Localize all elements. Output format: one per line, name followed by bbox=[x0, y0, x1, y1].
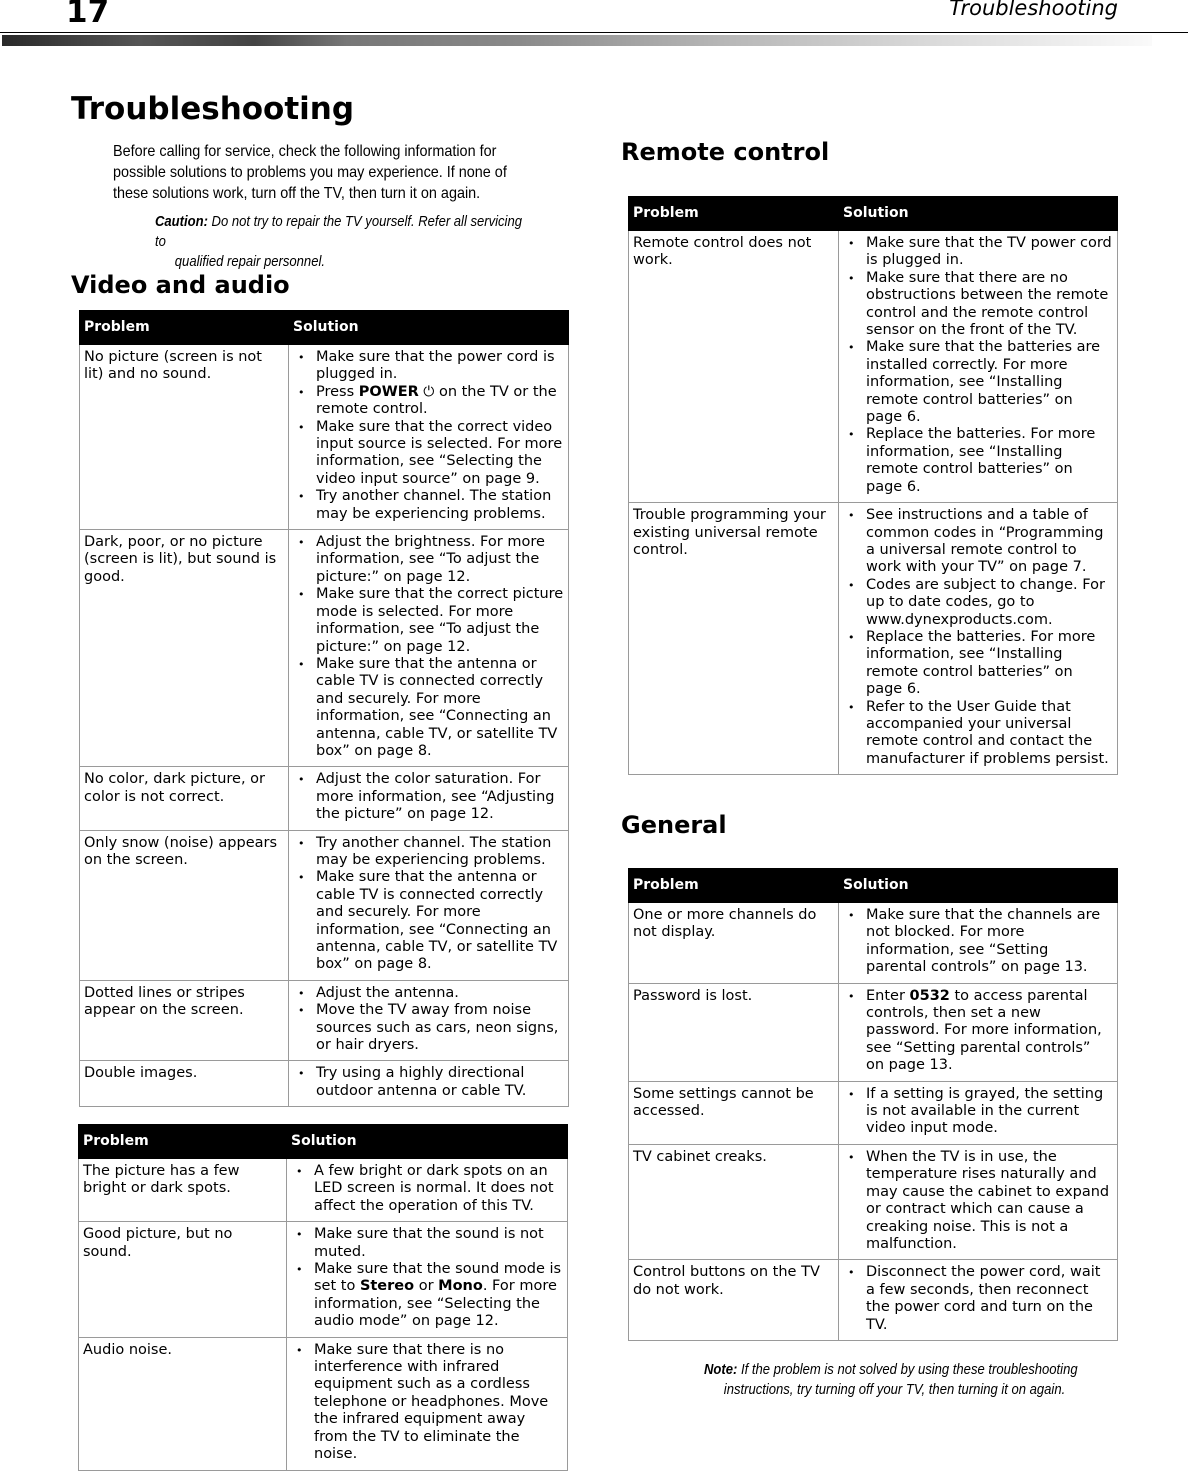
solution-item: • Try another channel. The station may be experiencing problems. bbox=[297, 835, 564, 870]
text-run: Enter bbox=[866, 987, 910, 1004]
solution-item: • Make sure that the antenna or cable TV is connected correctly and securely. For more information, see “Connecting an antenna, cable TV, or satellite TV box” on page 8. bbox=[297, 869, 564, 973]
problem-header: Problem bbox=[629, 197, 839, 231]
section-heading-remote-control: Remote control bbox=[621, 138, 830, 166]
solution-header: Solution bbox=[289, 311, 569, 345]
solution-item: • Adjust the antenna. bbox=[297, 985, 564, 1002]
solution-list bbox=[847, 1264, 1113, 1334]
problem-cell: Password is lost. bbox=[629, 983, 839, 1081]
caution-line2: qualified repair personnel. bbox=[174, 254, 325, 270]
solution-item: • If a setting is grayed, the setting is not available in the current video input mode. bbox=[847, 1086, 1113, 1138]
table-row bbox=[79, 1337, 568, 1470]
solution-item: • Make sure that the power cord is plugged in. bbox=[297, 349, 564, 384]
section-heading-video-audio: Video and audio bbox=[71, 271, 290, 299]
note-line1: If the problem is not solved by using these troubleshooting bbox=[740, 1362, 1078, 1378]
solution-item: • Try using a highly directional outdoor antenna or cable TV. bbox=[297, 1065, 564, 1100]
table-row bbox=[80, 345, 569, 530]
running-title: Troubleshooting bbox=[949, 0, 1118, 20]
solution-item bbox=[295, 1261, 563, 1331]
solution-list bbox=[297, 835, 564, 974]
problem-cell: No color, dark picture, or color is not correct. bbox=[80, 767, 289, 830]
table-row bbox=[79, 1222, 568, 1337]
solution-cell bbox=[287, 1222, 568, 1337]
solution-list bbox=[297, 985, 564, 1055]
header-gradient-bar bbox=[2, 35, 1152, 46]
problem-header: Problem bbox=[629, 869, 839, 903]
problem-header: Problem bbox=[80, 311, 289, 345]
table-row bbox=[629, 1260, 1118, 1341]
solution-cell bbox=[839, 231, 1118, 503]
note-label: Note: bbox=[704, 1362, 738, 1378]
page-title: Troubleshooting bbox=[71, 91, 355, 127]
solution-item: • Make sure that the antenna or cable TV is connected correctly and securely. For more information, see “Connecting an antenna, cable TV, or satellite TV box” on page 8. bbox=[297, 656, 564, 760]
problem-cell: Remote control does not work. bbox=[629, 231, 839, 503]
problem-cell: Good picture, but no sound. bbox=[79, 1222, 287, 1337]
text-run: . For more information, see “Selecting the audio mode” on page 12. bbox=[314, 1278, 557, 1330]
caution-note bbox=[155, 212, 533, 272]
problem-cell: Some settings cannot be accessed. bbox=[629, 1081, 839, 1144]
solution-item: • Make sure that the correct picture mode is selected. For more information, see “To adjust the picture:” on page 12. bbox=[297, 586, 564, 656]
solution-item: • Disconnect the power cord, wait a few seconds, then reconnect the power cord and turn on the TV. bbox=[847, 1264, 1113, 1334]
solution-header: Solution bbox=[287, 1125, 568, 1159]
solution-item: • Replace the batteries. For more information, see “Installing remote control batteries” on page 6. bbox=[847, 426, 1113, 496]
solution-item: • Make sure that the TV power cord is plugged in. bbox=[847, 235, 1113, 270]
table-row bbox=[80, 767, 569, 830]
solution-cell bbox=[839, 1260, 1118, 1341]
solution-cell bbox=[289, 767, 569, 830]
solution-cell bbox=[287, 1337, 568, 1470]
section-heading-general: General bbox=[621, 811, 727, 839]
solution-list bbox=[297, 349, 564, 523]
solution-list bbox=[297, 1065, 564, 1100]
solution-item: • Make sure that there are no obstructions between the remote control and the remote control sensor on the front of the TV. bbox=[847, 270, 1113, 340]
problem-cell: Dark, poor, or no picture (screen is lit), but sound is good. bbox=[80, 530, 289, 767]
solution-cell bbox=[839, 1144, 1118, 1259]
solution-cell bbox=[289, 830, 569, 980]
solution-item: • When the TV is in use, the temperature rises naturally and may cause the cabinet to expand or contract which can cause a creaking noise. This is not a malfunction. bbox=[847, 1149, 1113, 1253]
solution-cell bbox=[839, 1081, 1118, 1144]
solution-item: • Make sure that there is no interference with infrared equipment such as a cordless telephone or headphones. Move the infrared equipment away from the TV to eliminate the noise. bbox=[295, 1342, 563, 1464]
problem-header: Problem bbox=[79, 1125, 287, 1159]
table-row bbox=[629, 503, 1118, 775]
solution-list bbox=[295, 1226, 563, 1330]
solution-cell bbox=[289, 530, 569, 767]
problem-cell: Only snow (noise) appears on the screen. bbox=[80, 830, 289, 980]
header-rule bbox=[0, 32, 1188, 33]
solution-list bbox=[295, 1342, 563, 1464]
solution-item: • Make sure that the channels are not blocked. For more information, see “Setting parental controls” on page 13. bbox=[847, 907, 1113, 977]
solution-item: • Codes are subject to change. For up to date codes, go to www.dynexproducts.com. bbox=[847, 577, 1113, 629]
video-audio-table-2 bbox=[78, 1124, 568, 1471]
solution-item: • Make sure that the correct video input source is selected. For more information, see “Selecting the video input source” on page 9. bbox=[297, 419, 564, 489]
solution-list bbox=[847, 235, 1113, 496]
table-row bbox=[629, 1144, 1118, 1259]
page-number: 17 bbox=[66, 0, 110, 30]
solution-cell bbox=[839, 983, 1118, 1081]
table-row bbox=[629, 903, 1118, 984]
text-run: Press bbox=[316, 383, 359, 400]
solution-item bbox=[297, 384, 564, 419]
problem-cell: TV cabinet creaks. bbox=[629, 1144, 839, 1259]
solution-item: • Make sure that the sound is not muted. bbox=[295, 1226, 563, 1261]
problem-cell: Trouble programming your existing universal remote control. bbox=[629, 503, 839, 775]
solution-item: • Adjust the color saturation. For more information, see “Adjusting the picture” on page 12. bbox=[297, 771, 564, 823]
text-run: or bbox=[414, 1278, 439, 1295]
table-row bbox=[79, 1159, 568, 1222]
solution-item: • A few bright or dark spots on an LED screen is normal. It does not affect the operation of this TV. bbox=[295, 1163, 563, 1215]
solution-item: • See instructions and a table of common codes in “Programming a universal remote control to work with your TV” on page 7. bbox=[847, 507, 1113, 577]
solution-cell bbox=[289, 980, 569, 1061]
solution-list bbox=[295, 1163, 563, 1215]
solution-item: • Refer to the User Guide that accompanied your universal remote control and contact the manufacturer if problems persist. bbox=[847, 699, 1113, 769]
solution-item: • Move the TV away from noise sources such as cars, neon signs, or hair dryers. bbox=[297, 1002, 564, 1054]
problem-cell: Double images. bbox=[80, 1061, 289, 1107]
solution-list bbox=[847, 507, 1113, 768]
solution-item bbox=[847, 988, 1113, 1075]
bold-term: Mono bbox=[438, 1278, 483, 1295]
remote-control-table bbox=[628, 196, 1118, 775]
power-icon: ⏻ bbox=[418, 383, 435, 400]
table-row bbox=[629, 1081, 1118, 1144]
text-run: Make sure that the sound mode is set to bbox=[314, 1261, 562, 1295]
note-line2: instructions, try turning off your TV, then turning it on again. bbox=[723, 1382, 1066, 1398]
solution-header: Solution bbox=[839, 869, 1118, 903]
problem-cell: No picture (screen is not lit) and no sound. bbox=[80, 345, 289, 530]
bold-term: 0532 bbox=[909, 987, 950, 1004]
solution-cell bbox=[839, 503, 1118, 775]
solution-cell bbox=[287, 1159, 568, 1222]
problem-cell: One or more channels do not display. bbox=[629, 903, 839, 984]
solution-list bbox=[297, 534, 564, 760]
caution-label: Caution: bbox=[155, 214, 208, 230]
text-run: on the TV or the remote control. bbox=[316, 383, 557, 418]
table-row bbox=[629, 231, 1118, 503]
bold-term: Stereo bbox=[359, 1278, 415, 1295]
solution-item: • Make sure that the batteries are installed correctly. For more information, see “Installing remote control batteries” on page 6. bbox=[847, 339, 1113, 426]
table-row bbox=[80, 980, 569, 1061]
intro-paragraph: Before calling for service, check the following information for possible solutions to problems you may experience. If none of these solutions work, turn off the TV, then turn it on again. bbox=[113, 143, 507, 202]
solution-item: • Try another channel. The station may be experiencing problems. bbox=[297, 488, 564, 523]
caution-line1: Do not try to repair the TV yourself. Refer all servicing to bbox=[155, 214, 522, 250]
solution-item: • Replace the batteries. For more information, see “Installing remote control batteries” on page 6. bbox=[847, 629, 1113, 699]
solution-item: • Adjust the brightness. For more information, see “To adjust the picture:” on page 12. bbox=[297, 534, 564, 586]
solution-list bbox=[297, 771, 564, 823]
table-row bbox=[629, 983, 1118, 1081]
solution-list bbox=[847, 1086, 1113, 1138]
problem-cell: Audio noise. bbox=[79, 1337, 287, 1470]
solution-cell bbox=[289, 1061, 569, 1107]
text-run: to access parental controls, then set a new password. For more information, see “Setting parental controls” on page 13. bbox=[866, 987, 1102, 1074]
video-audio-table bbox=[79, 310, 569, 1107]
solution-list bbox=[847, 907, 1113, 977]
problem-cell: The picture has a few bright or dark spots. bbox=[79, 1159, 287, 1222]
table-row bbox=[80, 830, 569, 980]
solution-list bbox=[847, 1149, 1113, 1253]
general-table bbox=[628, 868, 1118, 1341]
solution-list bbox=[847, 988, 1113, 1075]
solution-cell bbox=[289, 345, 569, 530]
problem-cell: Dotted lines or stripes appear on the screen. bbox=[80, 980, 289, 1061]
solution-header: Solution bbox=[839, 197, 1118, 231]
solution-cell bbox=[839, 903, 1118, 984]
table-row bbox=[80, 1061, 569, 1107]
problem-cell: Control buttons on the TV do not work. bbox=[629, 1260, 839, 1341]
footer-note bbox=[704, 1360, 1100, 1400]
table-row bbox=[80, 530, 569, 767]
bold-term: POWER bbox=[358, 383, 419, 400]
